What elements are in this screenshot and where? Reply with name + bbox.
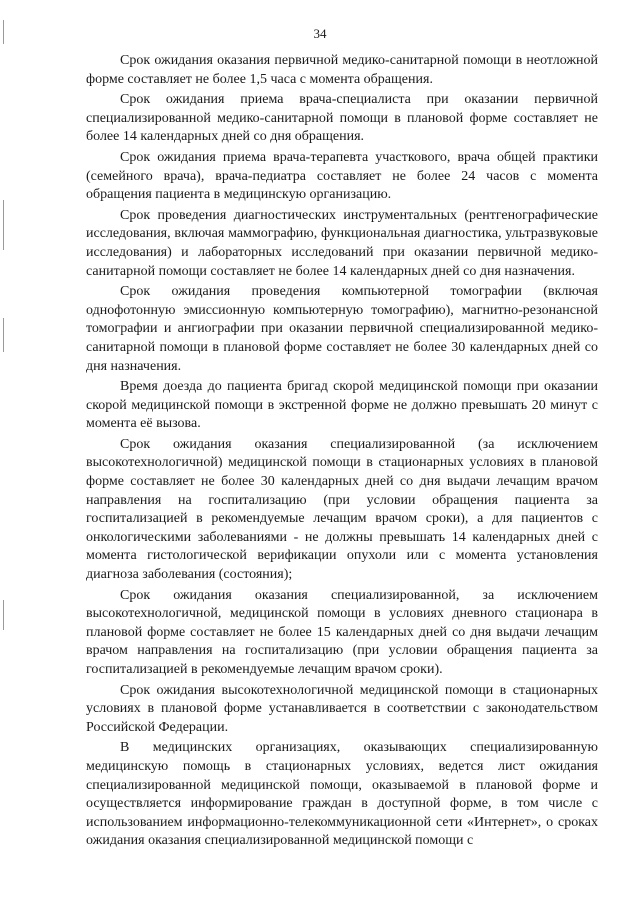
scan-margin-mark	[3, 200, 4, 250]
paragraph-waiting-list: В медицинских организациях, оказывающих специализированную медицинскую помощь в стационарных условиях, ведется лист ожидания специализированной медицинской помощи, оказываемой в плановой форме и осуществляется информирование граждан в доступной форме, в том числе с использованием информационно-телекоммуникационной сети «Интернет», о сроках ожидания оказания специализированной медицинской помощи с	[86, 740, 598, 849]
paragraph-high-tech-care: Срок ожидания высокотехнологичной медицинской помощи в стационарных условиях в плановой форме устанавливается в соответствии с законодательством Российской Федерации.	[86, 682, 598, 735]
paragraph-ambulance-arrival: Время доезда до пациента бригад скорой медицинской помощи при оказании скорой медицинской помощи в экстренной форме не должно превышать 20 минут с момента её вызова.	[86, 379, 598, 432]
paragraph-therapist-appointment: Срок ожидания приема врача-терапевта участкового, врача общей практики (семейного врача), врача-педиатра составляет не более 24 часов с момента обращения пациента в медицинскую организацию.	[86, 149, 598, 203]
scan-margin-mark	[3, 318, 4, 352]
paragraph-diagnostic-tests: Срок проведения диагностических инструментальных (рентгенографические исследования, включая маммографию, функциональная диагностика, ультразвуковые исследования) и лабораторных исследований при оказании первичной медико-санитарной помощи составляет не более 14 календарных дней со дня назначения.	[86, 207, 598, 279]
page-number: 34	[313, 26, 327, 41]
paragraph-specialist-appointment: Срок ожидания приема врача-специалиста при оказании первичной специализированной медико-санитарной помощи в плановой форме составляет не более 14 календарных дней со дня обращения.	[86, 92, 598, 145]
document-body	[86, 52, 598, 853]
paragraph-ct-mri-angiography: Срок ожидания проведения компьютерной томографии (включая однофотонную эмиссионную компьютерную томографию), магнитно-резонансной томографии и ангиографии при оказании первичной специализированной медико-санитарной помощи в плановой форме составляет не более 30 календарных дней со дня назначения.	[86, 284, 598, 374]
paragraph-emergency-primary-care: Срок ожидания оказания первичной медико-санитарной помощи в неотложной форме составляет не более 1,5 часа с момента обращения.	[86, 53, 598, 87]
paragraph-inpatient-specialized-care: Срок ожидания оказания специализированной (за исключением высокотехнологичной) медицинской помощи в стационарных условиях в плановой форме составляет не более 30 календарных дней со дня выдачи лечащим врачом направления на госпитализацию (при условии обращения пациента за госпитализацией в рекомендуемые лечащим врачом сроки), а для пациентов с онкологическими заболеваниями - не должны превышать 14 календарных дней с момента гистологической верификации опухоли или с момента установления диагноза заболевания (состояния);	[86, 436, 598, 583]
paragraph-day-hospital-care: Срок ожидания оказания специализированной, за исключением высокотехнологичной, медицинской помощи в условиях дневного стационара в плановой форме составляет не более 15 календарных дней со дня выдачи лечащим врачом направления на госпитализацию (при условии обращения пациента за госпитализацией в рекомендуемые лечащим врачом сроки).	[86, 587, 598, 677]
scan-margin-mark	[3, 600, 4, 630]
